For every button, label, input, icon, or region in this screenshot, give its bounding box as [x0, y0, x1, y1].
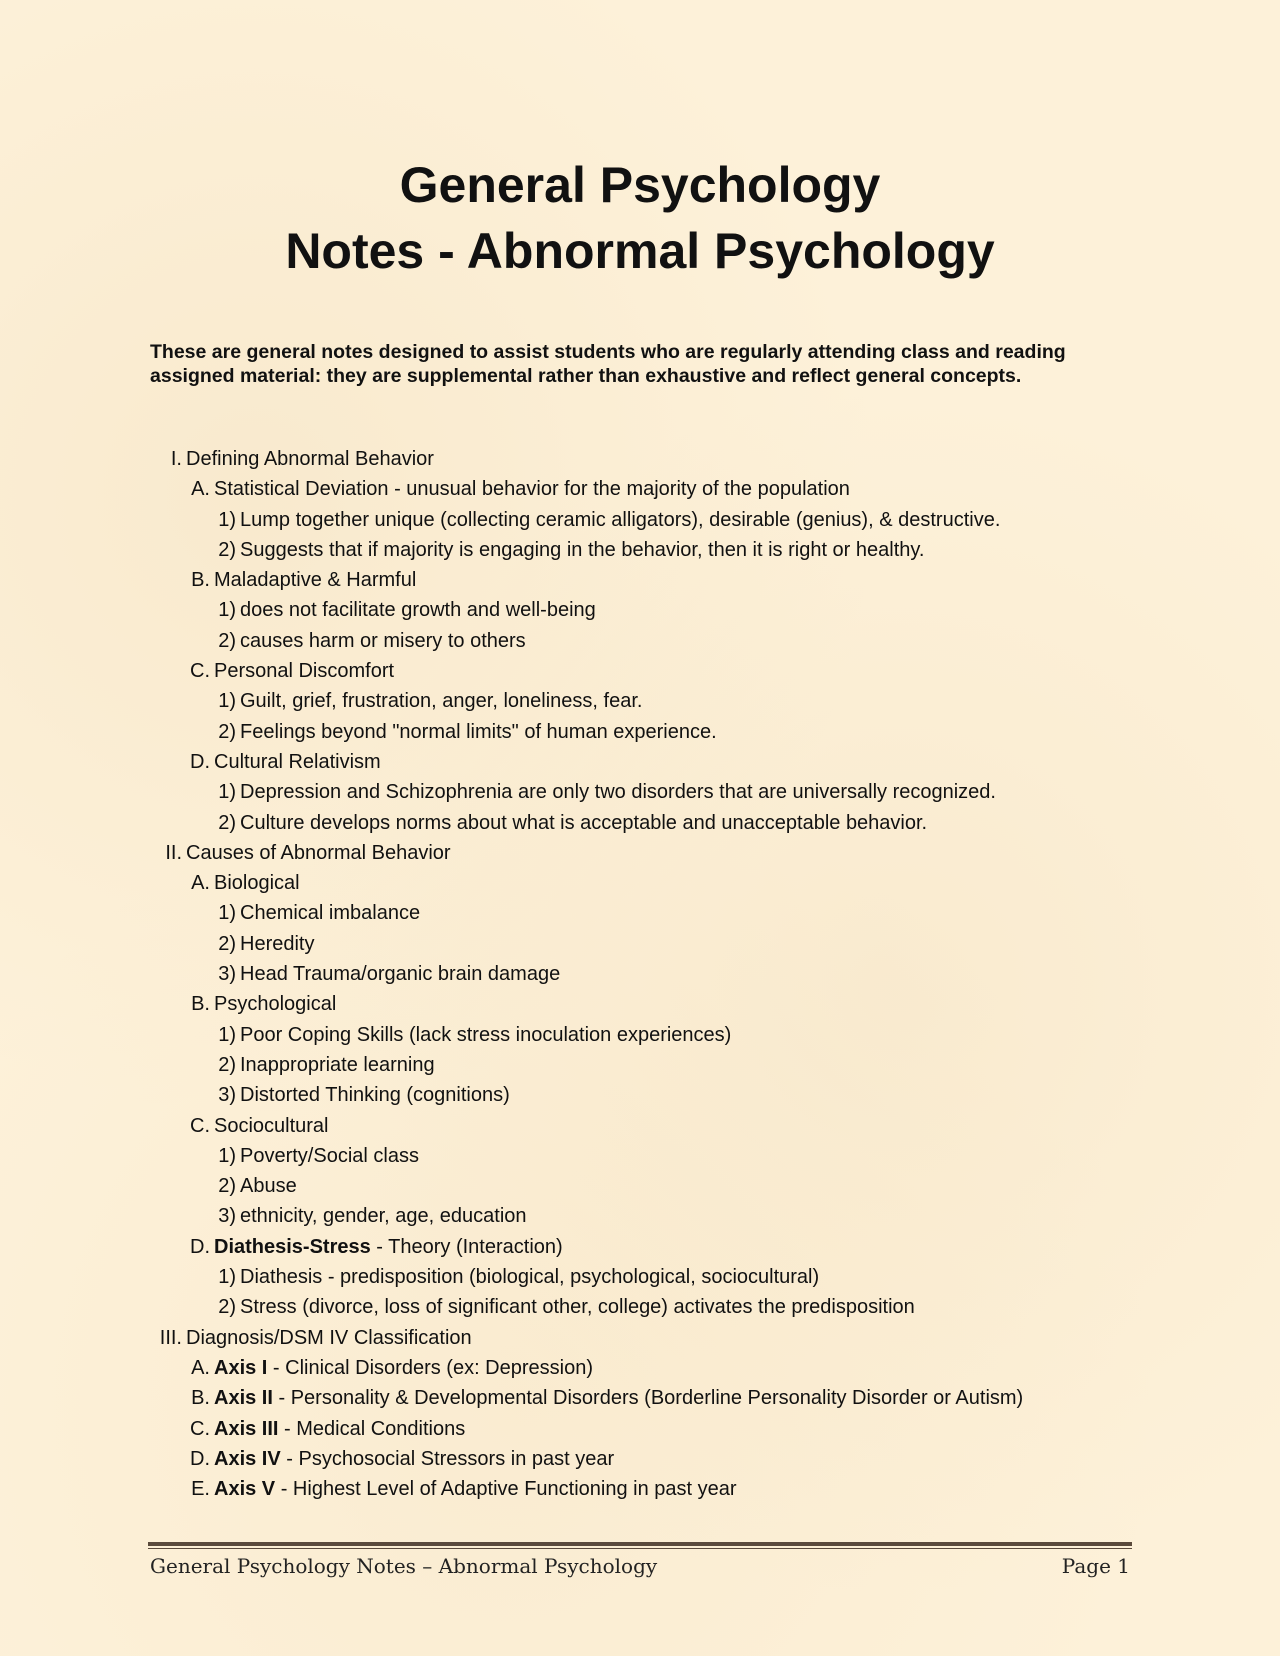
- outline-text: Maladaptive & Harmful: [214, 569, 417, 592]
- outline-item: [150, 1111, 1150, 1141]
- outline-text: Chemical imbalance: [240, 902, 421, 925]
- outline-text: Personal Discomfort: [214, 660, 395, 683]
- outline-number: 2): [218, 1296, 236, 1319]
- outline-subitem: [150, 626, 1150, 656]
- outline-subitem: [150, 929, 1150, 959]
- outline-number: 1): [218, 690, 236, 713]
- outline-text: Stress (divorce, loss of significant other, college) activates the predisposition: [240, 1296, 915, 1319]
- outline-text: Head Trauma/organic brain damage: [240, 963, 561, 986]
- outline-text: does not facilitate growth and well-being: [240, 599, 596, 622]
- outline-item: [150, 474, 1150, 504]
- outline-item: [150, 1414, 1150, 1444]
- outline-number: B.: [191, 993, 210, 1016]
- outline-text: Suggests that if majority is engaging in the behavior, then it is right or healthy.: [240, 538, 925, 561]
- outline-text: Sociocultural: [214, 1114, 329, 1137]
- outline-number: B.: [191, 569, 210, 592]
- outline-text: Cultural Relativism: [214, 750, 381, 773]
- outline-subitem: [150, 898, 1150, 928]
- outline-text: Poor Coping Skills (lack stress inoculation experiences): [240, 1023, 732, 1046]
- outline-item: [150, 1353, 1150, 1383]
- outline-number: D.: [190, 750, 210, 773]
- outline-subitem: [150, 535, 1150, 565]
- outline-number: D.: [190, 1235, 210, 1258]
- outline-subitem: [150, 1141, 1150, 1171]
- outline-subitem: [150, 1080, 1150, 1110]
- outline-number: 2): [218, 538, 236, 561]
- outline-text: Heredity: [240, 932, 315, 955]
- outline-number: 1): [218, 1023, 236, 1046]
- title-line-2: Notes - Abnormal Psychology: [285, 223, 995, 279]
- outline-item: [150, 1444, 1150, 1474]
- outline-text: Causes of Abnormal Behavior: [186, 841, 451, 864]
- outline-number: 1): [218, 508, 236, 531]
- outline-text: Biological: [214, 872, 300, 895]
- footer-divider: [148, 1542, 1132, 1549]
- outline-section: [150, 838, 1150, 868]
- outline-number: A.: [191, 872, 210, 895]
- outline-number: A.: [191, 1356, 210, 1379]
- outline-number: 2): [218, 811, 236, 834]
- outline-number: 1): [218, 902, 236, 925]
- outline-number: I.: [170, 448, 182, 470]
- outline-bold-term: Axis III: [214, 1417, 279, 1440]
- outline-text: Abuse: [240, 1175, 297, 1198]
- outline-number: E.: [191, 1478, 210, 1501]
- outline-item: [150, 656, 1150, 686]
- outline-text: - Personality & Developmental Disorders (Borderline Personality Disorder or Autism): [272, 1387, 1024, 1410]
- outline-text: ethnicity, gender, age, education: [240, 1205, 527, 1228]
- outline-subitem: [150, 595, 1150, 625]
- outline-number: 2): [218, 1053, 236, 1076]
- outline-text: Inappropriate learning: [240, 1053, 435, 1076]
- outline-subitem: [150, 1201, 1150, 1231]
- outline-item: [150, 989, 1150, 1019]
- outline-text: Defining Abnormal Behavior: [186, 448, 434, 470]
- outline-number: III.: [159, 1326, 182, 1349]
- outline-subitem: [150, 1292, 1150, 1322]
- outline-text: Lump together unique (collecting ceramic alligators), desirable (genius), & destructive.: [240, 508, 1001, 531]
- outline-subitem: [150, 808, 1150, 838]
- outline-text: Distorted Thinking (cognitions): [240, 1084, 510, 1107]
- outline-number: 2): [218, 720, 236, 743]
- outline-text: Poverty/Social class: [240, 1144, 419, 1167]
- outline-number: 1): [218, 599, 236, 622]
- outline-number: 2): [218, 629, 236, 652]
- outline-subitem: [150, 717, 1150, 747]
- outline-section: [150, 1323, 1150, 1353]
- outline-subitem: [150, 1171, 1150, 1201]
- title-line-1: General Psychology: [399, 157, 881, 213]
- outline-text: - Theory (Interaction): [370, 1235, 563, 1258]
- page-number: Page 1: [1061, 1554, 1130, 1578]
- outline-number: C.: [190, 1114, 210, 1137]
- outline: [150, 444, 1150, 1504]
- outline-text: causes harm or misery to others: [240, 629, 526, 652]
- outline-item: [150, 868, 1150, 898]
- outline-subitem: [150, 686, 1150, 716]
- outline-number: A.: [191, 478, 210, 501]
- outline-item: [150, 1232, 1150, 1262]
- outline-bold-term: Axis II: [214, 1387, 273, 1410]
- outline-text: Statistical Deviation - unusual behavior for the majority of the population: [214, 478, 850, 501]
- outline-text: Culture develops norms about what is acceptable and unacceptable behavior.: [240, 811, 928, 834]
- outline-text: - Medical Conditions: [278, 1417, 466, 1440]
- outline-text: Psychological: [214, 993, 337, 1016]
- outline-text: - Clinical Disorders (ex: Depression): [267, 1356, 594, 1379]
- outline-number: 3): [218, 1084, 236, 1107]
- outline-text: Diagnosis/DSM IV Classification: [186, 1326, 472, 1349]
- outline-number: C.: [190, 660, 210, 683]
- outline-number: D.: [190, 1447, 210, 1470]
- outline-number: 3): [218, 963, 236, 986]
- outline-item: [150, 1474, 1150, 1504]
- outline-number: C.: [190, 1417, 210, 1440]
- outline-bold-term: Diathesis-Stress: [214, 1235, 371, 1258]
- outline-subitem: [150, 1050, 1150, 1080]
- page-title: [0, 152, 1280, 284]
- outline-number: 3): [218, 1205, 236, 1228]
- outline-subitem: [150, 1262, 1150, 1292]
- outline-text: Diathesis - predisposition (biological, psychological, sociocultural): [240, 1266, 820, 1289]
- outline-bold-term: Axis I: [214, 1356, 268, 1379]
- outline-subitem: [150, 505, 1150, 535]
- outline-number: 1): [218, 1144, 236, 1167]
- outline-text: Feelings beyond "normal limits" of human experience.: [240, 720, 717, 743]
- outline-section: [150, 444, 1150, 474]
- outline-bold-term: Axis V: [214, 1478, 276, 1501]
- outline-bold-term: Axis IV: [214, 1447, 281, 1470]
- outline-item: [150, 747, 1150, 777]
- outline-subitem: [150, 777, 1150, 807]
- outline-text: Depression and Schizophrenia are only two disorders that are universally recognized.: [240, 781, 996, 804]
- intro-paragraph: These are general notes designed to assist students who are regularly attending class and reading assigned material: they are supplemental rather than exhaustive and reflect general concepts.: [150, 341, 1066, 387]
- outline-subitem: [150, 1020, 1150, 1050]
- outline-number: B.: [191, 1387, 210, 1410]
- outline-number: 1): [218, 781, 236, 804]
- outline-number: 2): [218, 1175, 236, 1198]
- outline-subitem: [150, 959, 1150, 989]
- outline-text: Guilt, grief, frustration, anger, loneliness, fear.: [240, 690, 643, 713]
- outline-number: 2): [218, 932, 236, 955]
- outline-number: II.: [165, 841, 182, 864]
- outline-number: 1): [218, 1266, 236, 1289]
- footer-title: General Psychology Notes – Abnormal Psychology: [150, 1554, 658, 1578]
- outline-text: - Highest Level of Adaptive Functioning in past year: [275, 1478, 737, 1501]
- outline-text: - Psychosocial Stressors in past year: [280, 1447, 615, 1470]
- outline-item: [150, 1383, 1150, 1413]
- outline-item: [150, 565, 1150, 595]
